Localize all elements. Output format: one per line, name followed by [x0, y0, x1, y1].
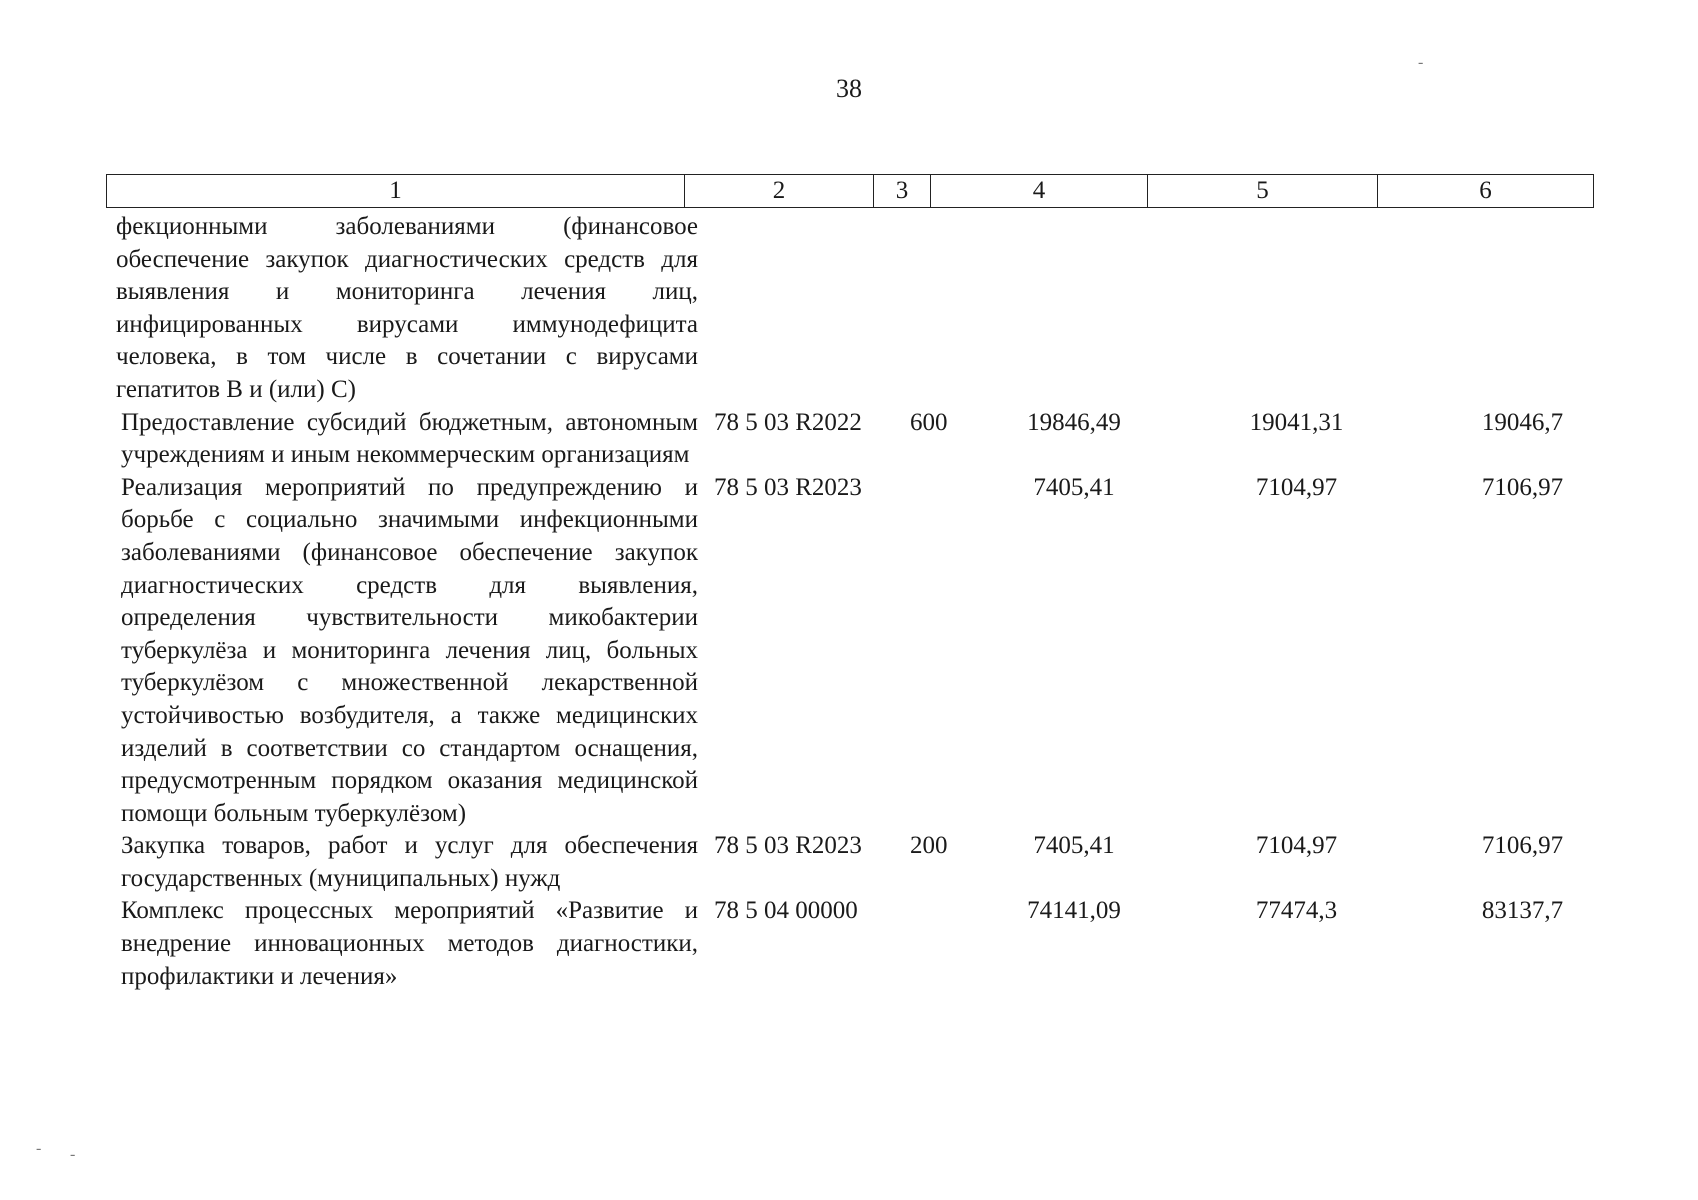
page-number: 38	[836, 74, 862, 103]
header-col-6: 6	[1378, 175, 1594, 208]
table-row	[106, 472, 1630, 831]
row-description: Закупка товаров, работ и услуг для обеспечения государственных (муниципальных) нужд	[121, 832, 698, 892]
row-value-col4: 19846,49	[1027, 408, 1121, 436]
row-expense-type	[902, 472, 966, 831]
header-col-5: 5	[1148, 175, 1378, 208]
scan-artifact-mark: -	[1418, 54, 1424, 71]
row-code: 78 5 04 00000	[714, 897, 858, 925]
header-col-4: 4	[931, 175, 1148, 208]
table-row	[106, 895, 1630, 993]
row-expense-type	[902, 895, 966, 993]
row-code	[704, 211, 902, 407]
row-value-col6: 19046,7	[1481, 408, 1564, 436]
row-code: 78 5 03 R2022	[714, 408, 862, 436]
row-value-col6: 83137,7	[1481, 897, 1564, 925]
table-row	[106, 211, 1630, 407]
budget-table	[106, 211, 1630, 993]
row-expense-type: 200	[910, 832, 948, 860]
row-description: Реализация мероприятий по предупреждению и борьбе с социально значимыми инфекционными заболеваниями (финансовое обеспечение закупок диагностических средств для выявления, определения чувствительности микобактерии туберкулёза и мониторинга лечения лиц, больных туберкулёзом с множественной лекарственной устойчивостью возбудителя, а также медицинских изделий в соответствии со стандартом оснащения, предусмотренным порядком оказания медицинской помощи больным туберкулёзом)	[121, 473, 698, 827]
scan-artifact-mark: -	[70, 1146, 76, 1163]
row-expense-type: 600	[910, 408, 948, 436]
row-value-col4: 74141,09	[1027, 897, 1121, 925]
header-col-1: 1	[107, 175, 685, 208]
row-description: Предоставление субсидий бюджетным, автономным учреждениям и иным некоммерческим организациям	[121, 408, 698, 469]
row-value-col5: 7104,97	[1255, 832, 1338, 860]
row-expense-type	[902, 211, 966, 407]
row-value-col6	[1411, 211, 1630, 407]
table-row	[106, 830, 1630, 895]
row-value-col4	[966, 211, 1182, 407]
row-value-col5: 77474,3	[1255, 897, 1338, 925]
header-col-3: 3	[874, 175, 931, 208]
row-description: Комплекс процессных мероприятий «Развитие и внедрение инновационных методов диагностики, профилактики и лечения»	[121, 897, 698, 990]
row-value-col5	[1182, 211, 1411, 407]
table-row	[106, 407, 1630, 472]
row-value-col4: 7405,41	[1033, 473, 1115, 501]
row-code: 78 5 03 R2023	[714, 473, 862, 501]
row-value-col6: 7106,97	[1481, 832, 1564, 860]
header-col-2: 2	[685, 175, 874, 208]
scan-artifact-mark: -	[36, 1140, 42, 1157]
row-value-col5: 7104,97	[1255, 473, 1338, 501]
column-number-header	[106, 174, 1594, 208]
row-value-col5: 19041,31	[1249, 408, 1344, 436]
row-description: фекционными заболеваниями (финансовое обеспечение закупок диагностических средств для выявления и мониторинга лечения лиц, инфицированных вирусами иммунодефицита человека, в том числе в сочетании с вирусами гепатитов В и (или) С)	[116, 213, 698, 403]
row-value-col4: 7405,41	[1033, 832, 1115, 860]
row-code: 78 5 03 R2023	[714, 832, 862, 860]
row-value-col6: 7106,97	[1481, 473, 1564, 501]
